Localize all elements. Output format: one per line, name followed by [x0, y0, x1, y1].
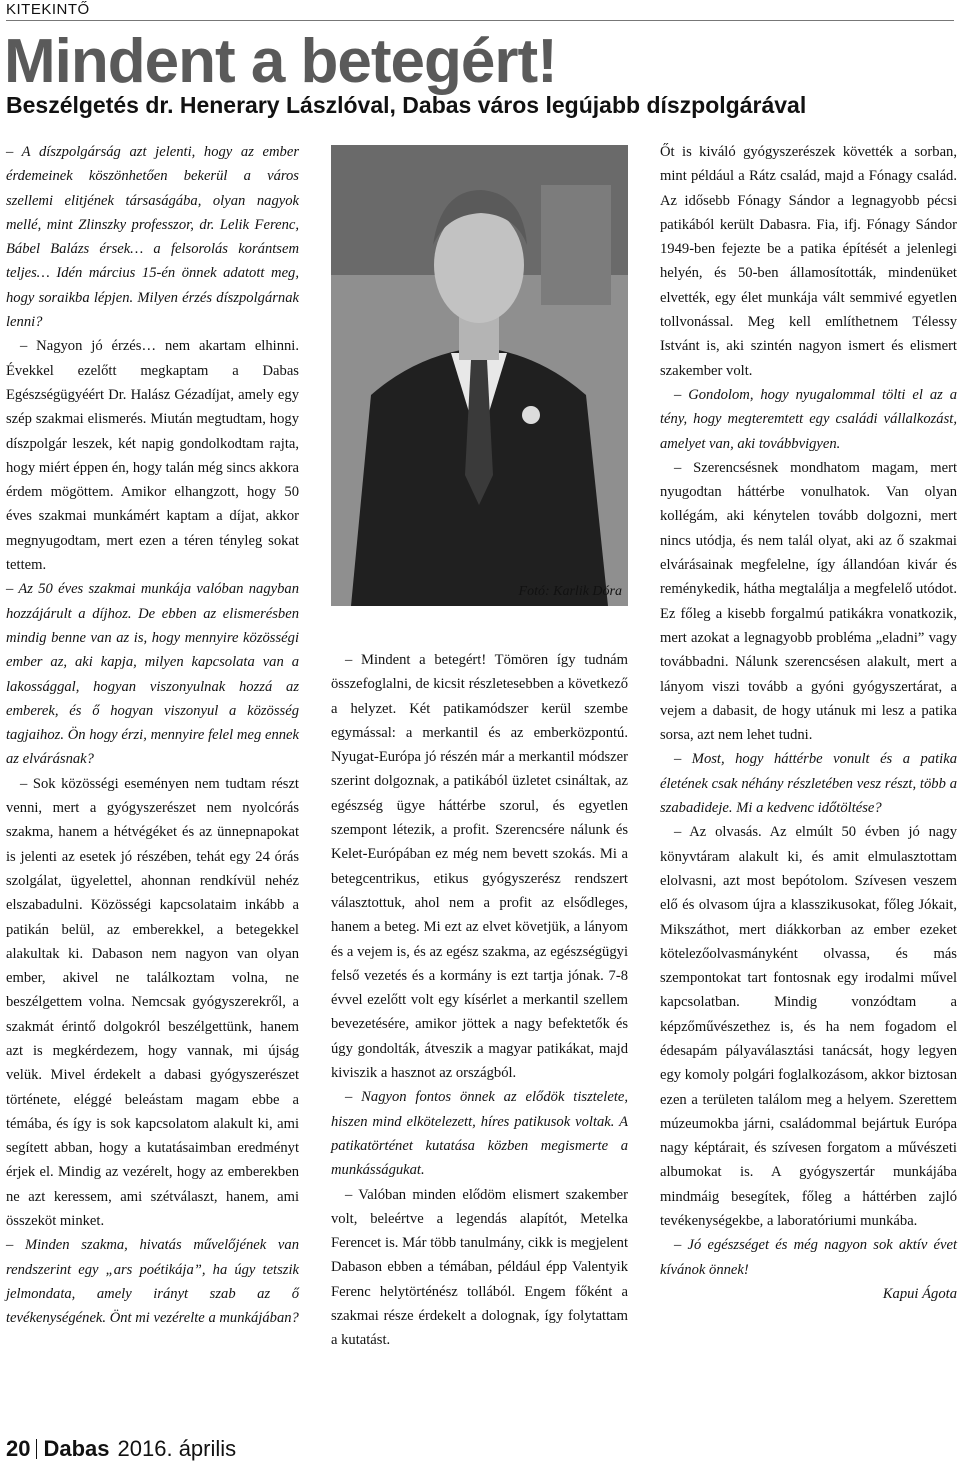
paragraph: – Valóban minden elődöm elismert szakember volt, beleértve a legendás alapítót, Metelka Ferencet is. Már több tanulmány, cikk is megjelent Dabason ebben a témában, például épp Valentyik Ferenc helytörténész tollából. Engem főként a szakmai része érdekelt a dolognak, így folytattam a kutatást.: [331, 1186, 628, 1349]
paragraph: – Nagyon fontos önnek az elődök tisztelete, hiszen mind elkötelezett, híres patikusok voltak. A patikatörténet kutatása közben megismerte a munkásságukat.: [331, 1089, 628, 1179]
page-footer: [6, 1436, 236, 1462]
article-column-3: [660, 140, 957, 1306]
photo-credit: Fotó: Karlik Dóra: [518, 584, 622, 599]
paragraph: – Nagyon jó érzés… nem akartam elhinni. Évekkel ezelőtt megkaptam a Dabas Egészségügyéért Dr. Halász Gézadíjat, amely egy szép szakmai elismerés. Miután megtudtam, hogy díszpolgár leszek, két napig gondolkodtam rajta, hogy miért éppen én, hogy talán még sincs akkora érdem mögöttem. Amikor elhangzott, hogy 50 éves szakmai munkámért kaptam a díjat, akkor megnyugodtam, mert ezen a téren tényleg sokat tettem.: [6, 338, 300, 574]
kicker-divider: [6, 20, 954, 21]
paragraph: – Gondolom, hogy nyugalommal tölti el az a tény, hogy megteremtett egy családi vállalkozást, amelyet van, aki továbbvigyen.: [660, 386, 957, 452]
portrait-photo: [331, 145, 628, 606]
section-kicker: KITEKINTŐ: [6, 1, 90, 18]
paragraph: – Az 50 éves szakmai munkája valóban nagyban hozzájárult a díjhoz. De ebben az elismerésben mindig benne van az is, hogy mennyire közösségi ember az, aki kapja, milyen kapcsolata van a lakossággal, hogyan viszonyulnak hozzá az emberek, és ő hogyan viszonyul a közösség tagjaihoz. Ön hogy érzi, mennyire felel meg ennek az elvárásnak?: [6, 581, 299, 768]
article-title: Mindent a betegért!: [4, 27, 557, 96]
paragraph: – A díszpolgárság azt jelenti, hogy az ember érdemeinek köszönhetően bekerül a város szellemi elitjének társaságába, olyan nagyok mellé, mint Zlinszky professzor, dr. Lelik Ferenc, Bábel Balázs érsek… a felsorolás korántsem teljes… Idén március 15-én önnek adatott meg, hogy soraikba lépjen. Milyen érzés díszpolgárnak lenni?: [6, 144, 299, 331]
paragraph: – Az olvasás. Az elmúlt 50 évben jó nagy könyvtáram alakult ki, és amit elmulasztottam elolvasni, azt most bepótolom. Szívesen veszem elő és olvasom újra a klasszikusokat, főleg Jókait, Mikszáthot, mert diákkorban az ember ezeket kötelezőolvasmányként olvassa, és más szempontokat tart fontosnak egy irodalmi művel kapcsolatban. Mindig vonzódtam a képzőművészethez is, és ha nem fogadom el édesapám pályaválasztási tanácsát, hogy legyen egy komoly polgári foglalkozásom, akkor biztosan ezen a területen találom meg a helyem. Szerettem múzeumokba járni, családommal bejártuk Európa nagy képtárait, és szívesen forgatom a művészeti albumokat is. A gyógyszertár munkájába mindmáig besegítek, főleg a háttérben zajló tevékenységekbe, a laboratóriumi munkába.: [660, 824, 957, 1230]
page-number: 20: [6, 1436, 31, 1461]
paragraph: – Szerencsésnek mondhatom magam, mert nyugodtan háttérbe vonulhatok. Van olyan kollégám, aki kénytelen tovább dolgozni, mert nincs utódja, és nem talál olyat, aki az ő szakmai elvárásainak megfelelne, így állandóan kivár és reménykedik, hátha megtalálja a megfelelő utódot. Ez főleg a kisebb forgalmú patikákra vonatkozik, mert azokat a legnagyobb probléma „eladni” vagy továbbadni. Nálunk szerencsésen alakult, mert a lányom viszi tovább a gyóni gyógyszertárat, a vejem a dabasit, de hogy utánuk mi lesz a patika sorsa, azt nem lehet tudni.: [660, 459, 957, 744]
paragraph: – Mindent a betegért! Tömören így tudnám összefoglalni, de kicsit részletesebben a következő a helyzet. Két patikamódszer kerül szembe egymással: a merkantil és az emberközpontú. Nyugat-Európa jó részén már a merkantil módszer szerint dolgoznak, a patikából üzletet csináltak, az egészség ügye háttérbe szorul, és egyetlen szempont létezik, a profit. Szerencsére nálunk és Kelet-Európában ez még nem bevett szokás. Mi a betegcentrikus, etikus gyógyszerész rendszert választottuk, ahol nem a profit az elsődleges, hanem a beteg. Mi ezt az elvet követjük, a lányom és a vejem is, és az egész szakma, az egészségügyi felső vezetés és a kormány is ezt tartja jónak. 7-8 évvel ezelőtt volt egy kísérlet a merkantil szellem bevezetésére, amikor jöttek a nagy befektetők és úgy gondolták, átveszik a magyar patikákat, majd kiviszik a hasznot az országból.: [331, 652, 628, 1082]
portrait-illustration: [331, 145, 628, 606]
issue-date: 2016. április: [117, 1436, 237, 1461]
article-column-1: [6, 140, 299, 1331]
magazine-name: Dabas: [43, 1436, 110, 1461]
paragraph: – Sok közösségi eseményen nem tudtam részt venni, mert a gyógyszerészet nem nyolcórás szakma, hanem a hétvégéket és az ünnepnapokat is jelenti az esetek jó részében, tehát egy 24 órás szolgálat, ügyelettel, ahonnan rendkívül nehéz elszabadulni. Közösségi kapcsolataim inkább a patikán belül, az emberekkel, a betegekkel alakultak ki. Dabason nem nagyon van olyan ember, akivel ne találkoztam volna, ne beszélgettem volna. Nemcsak gyógyszerekről, a szakmát érintő dolgokról beszélgettünk, hanem azt is megkérdezem, hogy vannak, mi újság velük. Mivel érdekelt a dabasi gyógyszerészet története, eléggé beleástam magam ebbe a témába, és így is sok kapcsolatom alakult ki, ami segített abban, hogy a kutatásaimban eredményt érjek el. Mindig az vezérelt, hogy az emberekben ne azt keressem, ami szétválaszt, hanem, ami összeköt minket.: [6, 775, 299, 1230]
author-byline: Kapui Ágota: [882, 1285, 957, 1302]
paragraph: – Minden szakma, hivatás művelőjének van rendszerint egy „ars poétikája”, ha úgy tetszik jelmondata, amely irányt szab az ő tevékenységének. Önt mi vezérelte a munkájában?: [6, 1237, 299, 1327]
article-column-2: [331, 648, 628, 1353]
article-subtitle: Beszélgetés dr. Henerary Lászlóval, Dabas város legújabb díszpolgárával: [6, 92, 807, 118]
paragraph: – Jó egészséget és még nagyon sok aktív évet kívánok önnek!: [660, 1237, 957, 1278]
paragraph: Őt is kiváló gyógyszerészek követték a sorban, mint például a Rátz család, majd a Fónagy család. Az idősebb Fónagy Sándor a legnagyobb pécsi patikából került Dabasra. Fia, ifj. Fónagy Sándor 1949-ben fejezte be a patika építését a jelenlegi helyén, és 50-ben államosították, mindenüket elvették, egy élet munkája vált semmivé egyetlen tollvonással. Meg kell említhetnem Télessy Istvánt is, aki szintén nagyon ismert és elismert szakember volt.: [660, 144, 957, 379]
footer-separator: [36, 1439, 37, 1459]
paragraph: – Most, hogy háttérbe vonult és a patika életének csak néhány részletében vesz részt, több a szabadideje. Mi a kedvenc időtöltése?: [660, 751, 957, 817]
